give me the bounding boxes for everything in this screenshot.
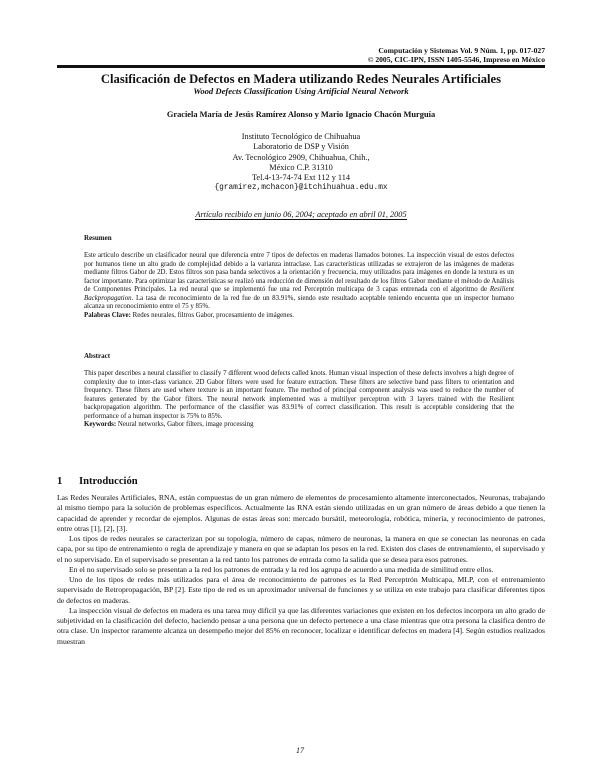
intro-paragraph: Uno de los tipos de redes más utilizados para el área de reconocimiento de patrones es la Red Perceptrón Multicapa, MLP, con el entrenamiento supervisado de Retropropagación, BP [2]. Este tipo de red es un aproximador universal de funciones y se utiliza en este trabajo para clasificar diferentes tipos de defectos en maderas. — [57, 575, 545, 605]
paper-subtitle: Wood Defects Classification Using Artificial Neural Network — [193, 86, 409, 96]
resumen-body-a: Este artículo describe un clasificador neural que diferencia entre 7 tipos de defectos en maderas llamados botones. La inspección visual de estos defectos por humanos tiene un alto grado de complejidad debido a la varianza intraclase. Las características utilizadas se extrajeron de las imágenes de maderas mediante filtros Gabor de 2D. Estos filtros son pasa banda selectivos a la orientación y frecuencia, muy utilizados para imágenes en donde la textura es un factor importante. Para optimizar las características se realizó una reducción de dimensión del resultado de los filtros Gabor mediante el método de Análisis de Componentes Principales. La red neural que se implementó fue una red Perceptrón multicapa de 3 capas entrenada con el algoritmo de — [84, 252, 514, 293]
resumen-keywords: Redes neurales, filtros Gabor, procesamiento de imágenes. — [132, 311, 295, 319]
resumen-heading: Resumen — [84, 234, 112, 242]
affiliation-line: Tel.4-13-74-74 Ext 112 y 114 — [251, 173, 351, 183]
abstract-text — [84, 370, 514, 430]
author-emails: {gramirez,mchacon}@itchihuahua.edu.mx — [214, 184, 388, 193]
intro-paragraph: La inspección visual de defectos en madera es una tarea muy difícil ya que las diferentes variaciones que existen en los defectos incorpora un alto grado de subjetividad en la clasificación del defecto, haciendo pensar a una persona que un defecto pertenece a una clase mientras que otra persona la clasifica dentro de otra clase. Un inspector raramente alcanza un desempeño mejor del 85% en reconocer, localizar e identificar defectos en madera [4]. Según estudios realizados muestran — [57, 605, 545, 646]
received-text: Artículo recibido en junio 06, 2004; aceptado en abril 01, 2005 — [195, 210, 407, 219]
section-title: Introducción — [79, 476, 138, 487]
section-heading — [57, 476, 138, 487]
resumen-italic-term: Resilient Backpropagation — [84, 286, 514, 302]
intro-paragraph: En el no supervisado solo se presentan a la red los patrones de entrada y la red los agrupa de acuerdo a una medida de similitud entre ellos. — [69, 564, 494, 574]
abstract-keywords: Neural networks, Gabor filters, image processing — [117, 421, 254, 428]
abstract-body: This paper describes a neural classifier to classify 7 different wood defects called knots. Human visual inspection of these defects involves a high degree of complexity due to inter-class variance. 2D Gabor filters were used for feature extraction. These filters are selective band pass filters to orientation and frequency. These filters are used where texture is an important feature. The method of principal component analysis was used to reduce the number of features generated by the Gabor filters. The neural network implemented was a multilyer perceptron with 3 layers trained with the Resilient backpropagation algorithm. The performance of the classifier was 83.91% of correct classification. This result is acceptable considering that the performance of a human inspector is 75% to 85%. — [84, 370, 514, 420]
received-dates — [57, 210, 545, 220]
paper-title: Clasificación de Defectos en Madera utilizando Redes Neurales Artificiales — [100, 72, 502, 86]
journal-header — [368, 46, 545, 65]
paper-authors: Graciela María de Jesús Ramírez Alonso y Mario Ignacio Chacón Murguía — [166, 110, 436, 119]
resumen-keywords-label: Palabras Clave: — [84, 311, 131, 319]
affiliation-line: Laboratorio de DSP y Visión — [253, 142, 349, 152]
section-number: 1 — [57, 476, 63, 487]
header-rule — [57, 65, 545, 68]
intro-body — [57, 493, 545, 647]
resumen-text — [84, 252, 514, 320]
abstract-heading: Abstract — [84, 352, 111, 360]
intro-paragraph: Los tipos de redes neurales se caracterizan por su topología, número de capas, número de neuronas, la manera en que se conectan las neuronas en cada capa, por su tipo de entrenamiento o regla de aprendizaje y manera en que se adaptan los pesos en la red. Existen dos clases de entrenamiento, el supervisado y el no supervisado. En el supervisado se presentan a la red tanto los patrones de entrada como la salida que se desea para esos patrones. — [57, 534, 545, 564]
affiliation-line: México C.P. 31310 — [269, 162, 333, 172]
intro-paragraph: Las Redes Neurales Artificiales, RNA, están compuestas de un gran número de elementos de procesamiento altamente interconectados, Neuronas, trabajando al mismo tiempo para la solución de problemas específicos. Actualmente las RNA están siendo utilizadas en un gran número de áreas debido a que tienen la capacidad de aprender y recordar de ejemplos. Algunas de estas áreas son: mercado bursátil, meteorología, robótica, minería, y reconocimiento de patrones, entre otras [1], [2], [3]. — [57, 493, 545, 533]
journal-copyright: © 2005, CIC-IPN, ISSN 1405-5546, Impreso en México — [367, 55, 545, 65]
affiliation-block — [57, 132, 545, 194]
journal-citation: Computación y Sistemas Vol. 9 Núm. 1, pp. 017-027 — [378, 46, 545, 55]
affiliation-line: Instituto Tecnológico de Chihuahua — [241, 132, 361, 141]
abstract-keywords-label: Keywords: — [84, 421, 117, 428]
resumen-body-b: . La tasa de reconocimiento de la red fue de un 83.91%, siendo este resultado aceptable teniendo encuenta que un inspector humano alcanza un reconocimiento entre el 75 y 85%. — [84, 294, 514, 310]
affiliation-line: Av. Tecnológico 2909, Chihuahua, Chih., — [232, 152, 370, 162]
page-number: 17 — [296, 746, 304, 755]
